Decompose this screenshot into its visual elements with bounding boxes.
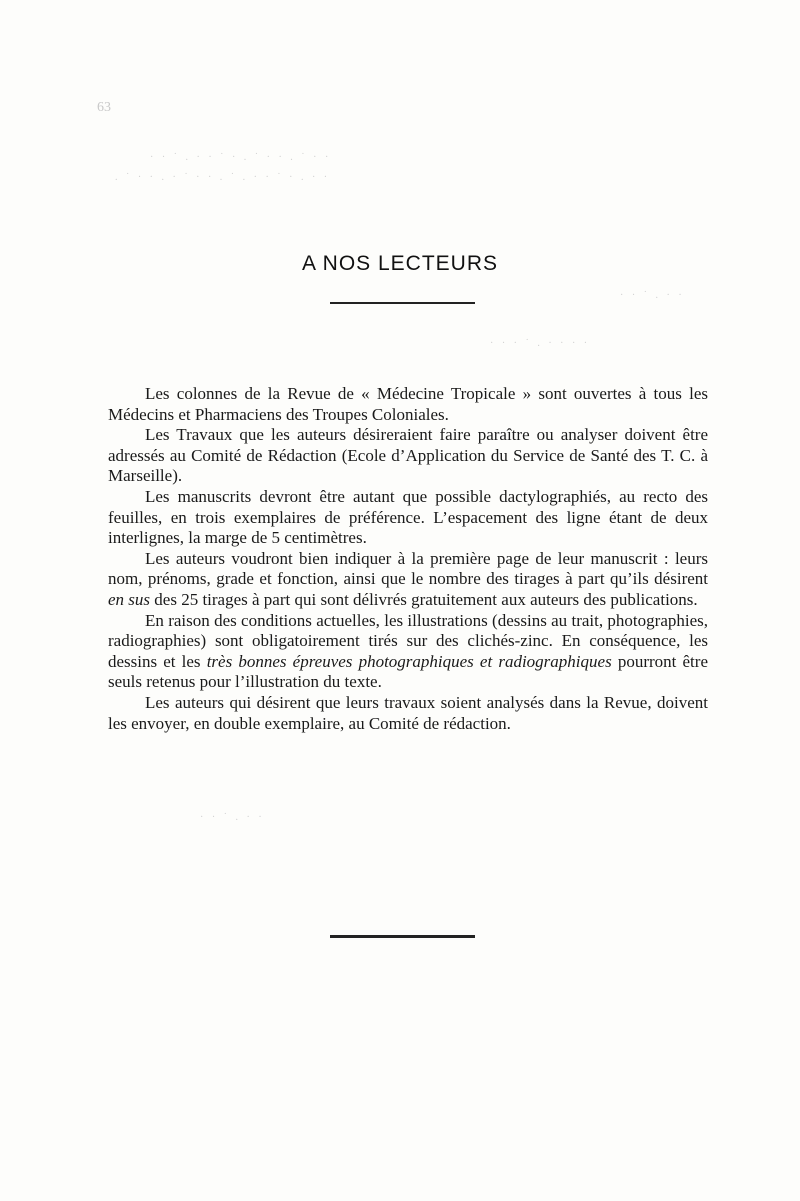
- title-divider: [330, 302, 475, 304]
- print-speckle: · · · ˙ . · · · ·: [490, 338, 591, 349]
- paragraph-text: En raison des conditions actuelles, les illustrations (dessins au trait, photographies, radiographies) sont obligatoirement tirés sur des clichés-zinc. En conséquence, les dessins et les: [108, 610, 708, 671]
- page-number: 63: [97, 100, 111, 115]
- print-speckle: . ˙ · · . · ˙ · · . ˙ . · · ˙ · . · ·: [115, 172, 331, 183]
- paragraph: [108, 384, 708, 425]
- print-speckle: · · ˙ . · ·: [200, 812, 265, 823]
- notice-body: [108, 384, 708, 734]
- paragraph: [108, 611, 708, 693]
- paragraph-text: des 25 tirages à part qui sont délivrés gratuitement aux auteurs des publications.: [150, 589, 698, 609]
- italic-text: très bonnes épreuves photographiques et radiographiques: [206, 651, 612, 671]
- paragraph-text: Les manuscrits devront être autant que possible dactylographiés, au recto des feuilles, en trois exemplaires de préférence. L’espacement des ligne étant de deux interlignes, la marge de 5 centimètres.: [108, 486, 708, 548]
- paragraph: [108, 425, 708, 487]
- print-speckle: · · ˙ . · ·: [620, 290, 685, 301]
- paragraph-text: pourront être seuls retenus pour l’illustration du texte.: [108, 651, 708, 692]
- italic-text: en sus: [108, 589, 151, 609]
- print-speckle: · · ˙ . · · ˙ · . ˙ · · . ˙ · ·: [150, 152, 332, 163]
- paragraph: [108, 693, 708, 734]
- paragraph-text: Les auteurs voudront bien indiquer à la première page de leur manuscrit : leurs nom, prénoms, grade et fonction, ainsi que le nombre des tirages à part qu’ils désirent: [108, 548, 708, 589]
- paragraph-text: Les colonnes de la Revue de « Médecine Tropicale » sont ouvertes à tous les Médecins et Pharmaciens des Troupes Coloniales.: [108, 384, 708, 424]
- paragraph-text: Les Travaux que les auteurs désireraient faire paraître ou analyser doivent être adressés au Comité de Rédaction (Ecole d’Application du Service de Santé des T. C. à Marseille).: [108, 425, 708, 486]
- page-title: A NOS LECTEURS: [301, 252, 499, 275]
- paragraph: [108, 549, 708, 611]
- paragraph-text: Les auteurs qui désirent que leurs travaux soient analysés dans la Revue, doivent les envoyer, en double exemplaire, au Comité de rédaction.: [108, 692, 708, 733]
- end-divider: [330, 935, 475, 938]
- paragraph: [108, 487, 708, 549]
